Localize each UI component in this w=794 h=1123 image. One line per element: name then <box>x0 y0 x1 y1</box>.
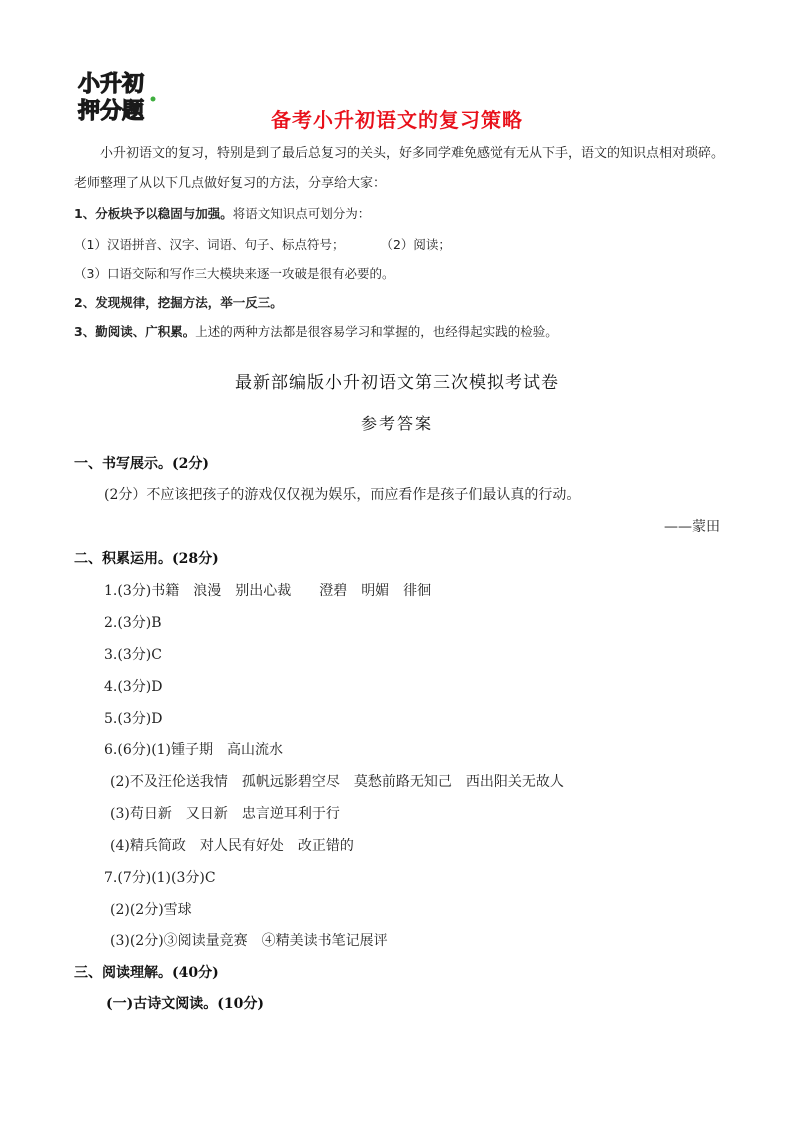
section-2-heading: 二、积累运用。(28分) <box>74 551 219 567</box>
answer-item: 7.(7分)(1)(3分)C <box>104 870 216 886</box>
point-3 <box>74 322 558 340</box>
point-1-text: 将语文知识点可划分为： <box>232 206 371 221</box>
point-2 <box>74 293 283 311</box>
answer-item: (3)苟日新 又日新 忠言逆耳利于行 <box>110 806 340 822</box>
answer-item: (3)(2分)③阅读量竞赛 ④精美读书笔记展评 <box>110 933 388 949</box>
answer-item: (4)精兵简政 对人民有好处 改正错的 <box>110 838 354 854</box>
point-2-heading: 2、发现规律，挖掘方法，举一反三。 <box>74 295 283 310</box>
logo-line2: 押分题 <box>77 99 145 124</box>
answer-item: 4.(3分)D <box>104 679 163 695</box>
logo-dot <box>151 97 156 102</box>
section-1-answer: (2分）不应该把孩子的游戏仅仅视为娱乐，而应看作是孩子们最认真的行动。 <box>104 487 581 503</box>
intro-paragraph: 小升初语文的复习，特别是到了最后总复习的关头，好多同学难免感觉有无从下手，语文的知识点相对琐碎。老师整理了从以下几点做好复习的方法，分享给大家： <box>74 146 725 191</box>
point-3-heading: 3、勤阅读、广积累。 <box>74 324 196 339</box>
answer-item: 1.(3分)书籍 浪漫 别出心裁 澄碧 明媚 徘徊 <box>104 583 432 599</box>
point-1 <box>74 204 370 222</box>
point-3-text: 上述的两种方法都是很容易学习和掌握的，也经得起实践的检验。 <box>195 324 558 339</box>
point-1-sub-a <box>74 235 451 253</box>
section-1-heading: 一、书写展示。(2分) <box>74 456 209 472</box>
answer-title: 参考答案 <box>360 414 433 433</box>
page-title: 备考小升初语文的复习策略 <box>271 108 523 132</box>
point-1-sub1: （1）汉语拼音、汉字、词语、句子、标点符号； <box>74 237 345 252</box>
quote-source: ——蒙田 <box>664 519 720 535</box>
answer-item: (2)(2分)雪球 <box>110 902 192 918</box>
point-1-sub2: （2）阅读； <box>380 237 451 252</box>
answer-item: 2.(3分)B <box>104 615 162 631</box>
exam-title: 最新部编版小升初语文第三次模拟考试卷 <box>235 373 559 393</box>
point-1-heading: 1、分板块予以稳固与加强。 <box>74 206 233 221</box>
section-3-heading: 三、阅读理解。(40分) <box>74 965 219 981</box>
answer-item: (2)不及汪伦送我情 孤帆远影碧空尽 莫愁前路无知己 西出阳关无故人 <box>110 774 564 790</box>
answer-item: 6.(6分)(1)锺子期 高山流水 <box>104 742 284 758</box>
point-1-sub3: （3）口语交际和写作三大模块来逐一攻破是很有必要的。 <box>74 266 395 281</box>
section-3-subheading: (一)古诗文阅读。(10分) <box>106 996 264 1012</box>
answer-item: 5.(3分)D <box>104 711 163 727</box>
answer-item: 3.(3分)C <box>104 647 162 663</box>
logo-line1: 小升初 <box>77 72 145 97</box>
